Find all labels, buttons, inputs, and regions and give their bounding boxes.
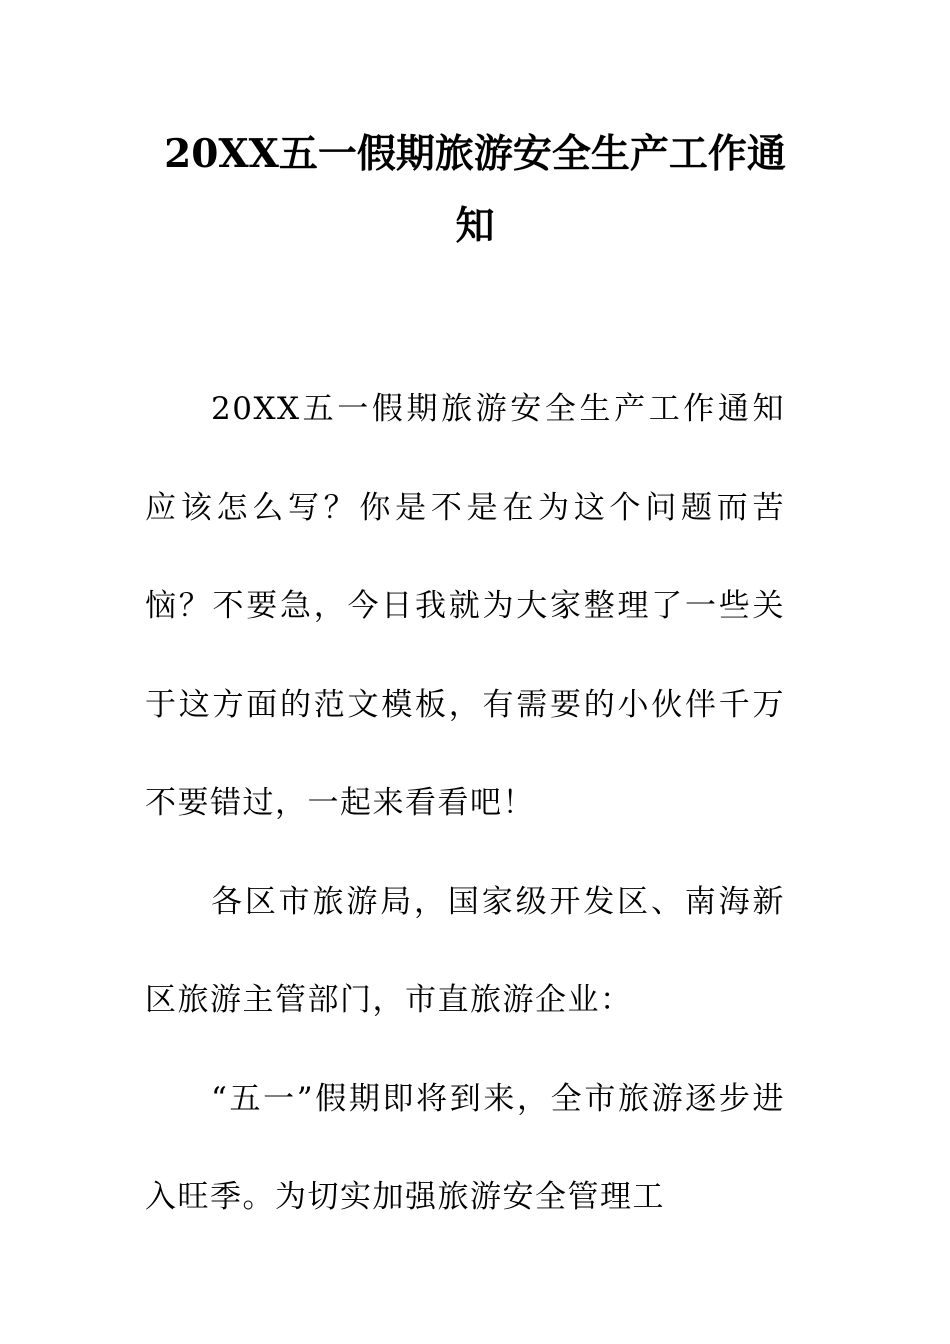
document-title: [140, 118, 810, 262]
title-line-2: 知: [455, 203, 495, 249]
body-paragraph-addressee: 各区市旅游局，国家级开发区、南海新区旅游主管部门，市直旅游企业：: [145, 883, 785, 1018]
document-body: [145, 360, 785, 1247]
body-paragraph-intro: 20XX五一假期旅游安全生产工作通知应该怎么写？你是不是在为这个问题而苦恼？不要急，今日我就为大家整理了一些关于这方面的范文模板，有需要的小伙伴千万不要错过，一起来看看吧！: [145, 391, 785, 821]
body-paragraph-notice: “五一”假期即将到来，全市旅游逐步进入旺季。为切实加强旅游安全管理工: [145, 1080, 785, 1215]
title-line-1: 20XX五一假期旅游安全生产工作通: [164, 131, 786, 177]
